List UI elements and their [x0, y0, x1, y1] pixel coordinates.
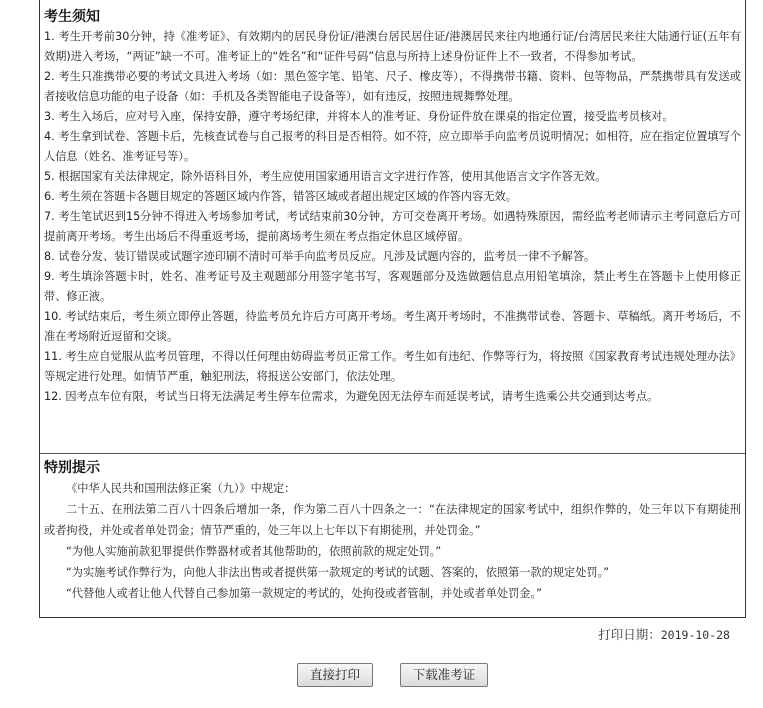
special-paragraph-1: 《中华人民共和国刑法修正案（九）》中规定：: [66, 482, 296, 495]
notice-rule-12: 12. 因考点车位有限，考试当日将无法满足考生停车位需求，为避免因无法停车而延误考试，请考生选乘公共交通到达考点。: [44, 390, 659, 403]
print-date: [598, 625, 730, 643]
notice-rule-1: 1. 考生开考前30分钟，持《准考证》、有效期内的居民身份证/港澳台居民居住证/港澳居民来往内地通行证/台湾居民来往大陆通行证(五年有效期)进入考场，“两证”缺一不可。准考证上的“姓名”和“证件号码”信息与所持上述身份证件上不一致者，不得参加考试。: [44, 30, 741, 63]
download-admission-ticket-button[interactable]: 下载准考证: [400, 663, 488, 687]
notice-rule-3: 3. 考生入场后，应对号入座，保持安静，遵守考场纪律，并将本人的准考证、身份证件放在课桌的指定位置，接受监考员核对。: [44, 110, 674, 123]
notice-frame: [39, 0, 746, 618]
special-paragraph-4: “为实施考试作弊行为，向他人非法出售或者提供第一款规定的考试的试题、答案的，依照第一款的规定处罚。”: [66, 566, 609, 579]
notice-rule-9: 9. 考生填涂答题卡时，姓名、准考证号及主观题部分用签字笔书写，客观题部分及选做题信息点用铅笔填涂，禁止考生在答题卡上使用修正带、修正液。: [44, 270, 741, 303]
notice-rule-4: 4. 考生拿到试卷、答题卡后，先核查试卷与自己报考的科目是否相符。如不符，应立即举手向监考员说明情况；如相符，应在指定位置填写个人信息（姓名、准考证号等）。: [44, 130, 741, 163]
notice-rule-5: 5. 根据国家有关法律规定，除外语科目外，考生应使用国家通用语言文字进行作答，使用其他语言文字作答无效。: [44, 170, 607, 183]
notice-rule-10: 10. 考试结束后，考生须立即停止答题，待监考员允许后方可离开考场。考生离开考场时，不准携带试卷、答题卡、草稿纸。离开考场后，不准在考场附近逗留和交谈。: [44, 310, 741, 343]
special-paragraph-2: 二十五、在刑法第二百八十四条后增加一条，作为第二百八十四条之一：“在法律规定的国家考试中，组织作弊的，处三年以下有期徒刑或者拘役，并处或者单处罚金；情节严重的，处三年以上七年以下有期徒刑，并处罚金。”: [44, 503, 741, 537]
notice-rule-8: 8. 试卷分发、装订错误或试题字迹印刷不清时可举手向监考员反应。凡涉及试题内容的，监考员一律不予解答。: [44, 250, 596, 263]
notice-rule-6: 6. 考生须在答题卡各题目规定的答题区域内作答，错答区域或者超出规定区域的作答内容无效。: [44, 190, 517, 203]
special-notice-section: [40, 455, 745, 604]
print-button[interactable]: 直接打印: [297, 663, 373, 687]
special-paragraph-3: “为他人实施前款犯罪提供作弊器材或者其他帮助的，依照前款的规定处罚。”: [66, 545, 442, 558]
special-paragraph-5: “代替他人或者让他人代替自己参加第一款规定的考试的，处拘役或者管制，并处或者单处罚金。”: [66, 587, 542, 600]
notice-rule-7: 7. 考生笔试迟到15分钟不得进入考场参加考试，考试结束前30分钟，方可交卷离开考场。如遇特殊原因，需经监考老师请示主考同意后方可提前离开考场。考生出场后不得重返考场，提前离场考生须在考点指定休息区域停留。: [44, 210, 741, 243]
exam-notice-section: [40, 0, 745, 454]
notice-rule-11: 11. 考生应自觉服从监考员管理，不得以任何理由妨碍监考员正常工作。考生如有违纪、作弊等行为，将按照《国家教育考试违规处理办法》等规定进行处理。如情节严重，触犯刑法，将报送公安部门，依法处理。: [44, 350, 741, 383]
print-date-value: 2019-10-28: [660, 628, 730, 642]
notice-title: 考生须知: [44, 9, 100, 25]
print-date-label: 打印日期：: [598, 627, 661, 642]
special-title: 特别提示: [44, 460, 100, 476]
notice-rule-2: 2. 考生只准携带必要的考试文具进入考场（如：黑色签字笔、铅笔、尺子、橡皮等），不得携带书籍、资料、包等物品，严禁携带具有发送或者接收信息功能的电子设备（如：手机及各类智能电子设备等），如有违反，按照违规舞弊处理。: [44, 70, 741, 103]
